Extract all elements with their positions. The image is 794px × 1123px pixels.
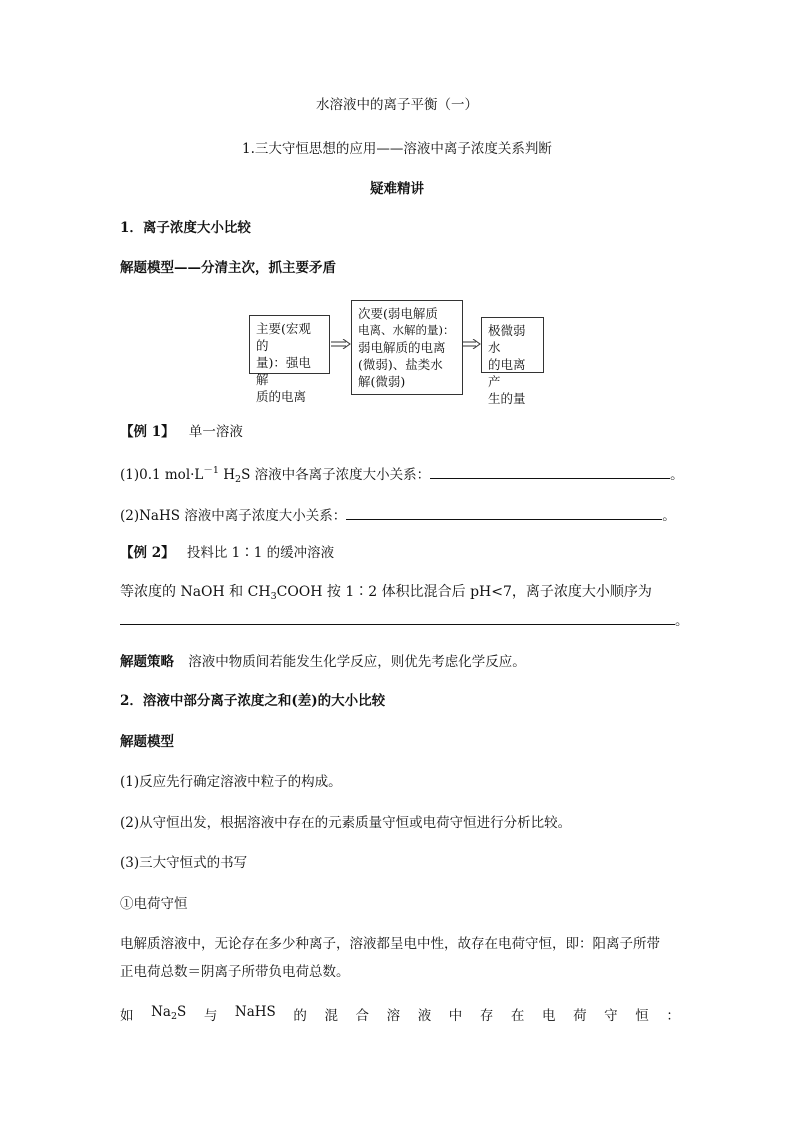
question-1-subscript: 2 (235, 474, 242, 485)
document-title: 水溶液中的离子平衡（一） (316, 97, 478, 113)
double-arrow-icon (463, 339, 481, 349)
last-line-word: 溶 (386, 1008, 401, 1024)
charge-text-line-1: 电解质溶液中，无论存在多少种离子，溶液都呈电中性，故存在电荷守恒，即：阳离子所带 (120, 936, 660, 952)
last-line-word: 电 (542, 1008, 556, 1024)
last-line-word: ： (666, 1008, 680, 1024)
flow-box-secondary-line: (微弱)、盐类水 (358, 357, 443, 372)
step-1: (1)反应先行确定溶液中粒子的构成。 (120, 774, 342, 790)
flow-box-secondary-line: 电离、水解的量)： (358, 323, 455, 337)
model-2-title: 解题模型 (120, 734, 174, 750)
last-line (120, 1004, 680, 1024)
example-2-text-b: COOH 按 1∶2 体积比混合后 pH<7，离子浓度大小顺序为 (276, 584, 652, 600)
document-subtitle: 1.三大守恒思想的应用——溶液中离子浓度关系判断 (242, 141, 552, 157)
last-line-word: 混 (324, 1008, 338, 1024)
last-line-word: NaHS (234, 1004, 276, 1020)
flow-box-secondary-line: 解(微弱) (358, 374, 406, 389)
last-line-word: 液 (417, 1008, 432, 1024)
example-1-heading (120, 424, 243, 440)
flow-box-main-line: 质的电离 (256, 389, 307, 404)
charge-conservation-title: ①电荷守恒 (120, 896, 188, 912)
flow-box-secondary-line: 次要(弱电解质 (358, 306, 438, 321)
last-line-word: 如 (120, 1008, 134, 1024)
last-line-word: 荷 (573, 1008, 587, 1024)
step-3: (3)三大守恒式的书写 (120, 855, 248, 871)
last-line-na: Na (151, 1004, 171, 1020)
example-2-label: 【例 2】 (120, 545, 175, 561)
example-2-text-a: 等浓度的 NaOH 和 CH (120, 584, 271, 600)
question-1-superscript: －1 (203, 465, 219, 476)
flow-box-main-line: 量)：强电解 (256, 355, 311, 387)
strategy-text: 溶液中物质间若能发生化学反应，则优先考虑化学反应。 (188, 654, 526, 670)
flow-box-water-line: 极微弱水 (488, 323, 526, 355)
question-1-text-tail: S 溶液中各离子浓度大小关系： (241, 467, 431, 483)
last-line-formula (151, 1004, 186, 1024)
question-2 (120, 505, 676, 524)
model-title: 解题模型——分清主次，抓主要矛盾 (120, 260, 336, 276)
example-2-heading (120, 545, 334, 561)
last-line-word: 与 (203, 1008, 218, 1024)
question-1-formula: H (223, 467, 236, 483)
step-2: (2)从守恒出发，根据溶液中存在的元素质量守恒或电荷守恒进行分析比较。 (120, 815, 572, 831)
double-arrow-icon (331, 339, 351, 349)
question-1-period: 。 (670, 467, 684, 483)
last-line-word: 在 (510, 1008, 525, 1024)
example-2-text (120, 584, 652, 602)
flow-box-main-line: 主要(宏观的 (256, 321, 311, 353)
charge-text-line-2: 正电荷总数＝阴离子所带负电荷总数。 (120, 964, 350, 980)
last-line-word: 守 (604, 1008, 618, 1024)
last-line-s: S (177, 1004, 187, 1020)
last-line-word: 存 (479, 1008, 494, 1024)
strategy (120, 654, 526, 670)
flow-box-water-line: 生的量 (488, 391, 526, 406)
question-1-text: (1)0.1 mol·L (120, 467, 204, 483)
example-2-answer-line (120, 610, 689, 629)
example-2-period: 。 (675, 613, 689, 629)
question-2-text: (2)NaHS 溶液中离子浓度大小关系： (120, 508, 347, 524)
heading-2: 2．溶液中部分离子浓度之和(差)的大小比较 (120, 693, 386, 709)
example-1-title: 单一溶液 (188, 424, 243, 440)
example-1-label: 【例 1】 (120, 424, 175, 440)
flow-box-secondary-line: 弱电解质的电离 (358, 340, 446, 355)
last-line-word: 合 (355, 1008, 370, 1024)
question-1 (120, 464, 684, 485)
last-line-word: 恒 (635, 1008, 649, 1024)
last-line-word: 中 (448, 1008, 463, 1024)
answer-blank-3[interactable] (120, 610, 675, 625)
last-line-subscript: 2 (170, 1011, 177, 1022)
example-2-subscript: 3 (270, 591, 277, 602)
example-2-title: 投料比 1∶1 的缓冲溶液 (186, 545, 335, 561)
flow-box-water (481, 317, 544, 406)
answer-blank-2[interactable] (346, 505, 662, 520)
last-line-word: 的 (293, 1008, 307, 1024)
strategy-label: 解题策略 (120, 654, 174, 670)
heading-1: 1．离子浓度大小比较 (120, 220, 251, 236)
answer-blank-1[interactable] (430, 464, 670, 479)
flow-box-water-line: 的电离产 (488, 357, 526, 389)
flow-box-main (249, 315, 330, 404)
question-2-period: 。 (662, 508, 676, 524)
section-label: 疑难精讲 (370, 181, 424, 197)
flow-box-secondary (351, 300, 463, 395)
